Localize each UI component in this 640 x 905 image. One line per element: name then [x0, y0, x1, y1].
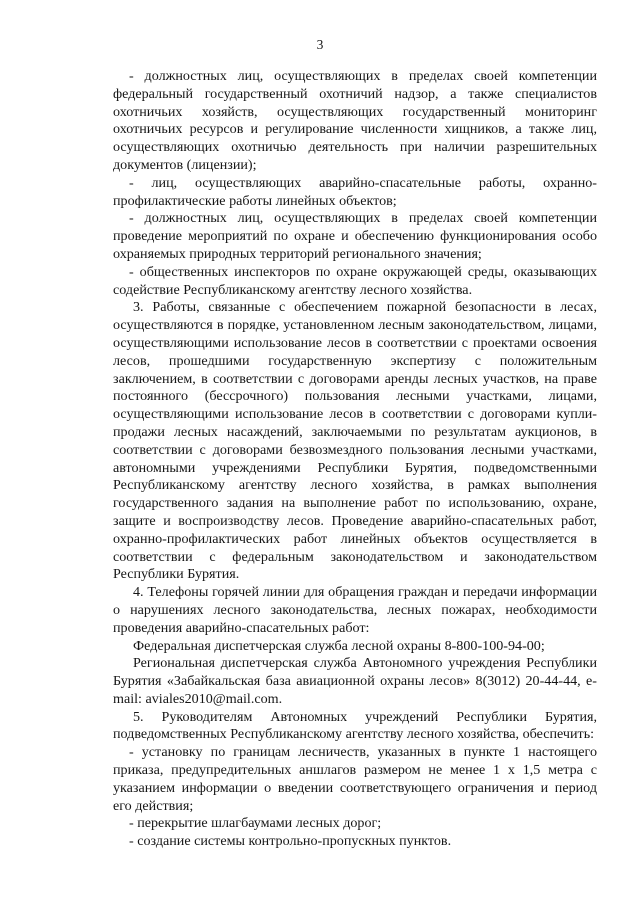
paragraph-protected-areas-officials: - должностных лиц, осуществляющих в пределах своей компетенции проведение мероприятий по охране и обеспечению функционирования особо охраняемых природных территорий регионального значения; — [113, 210, 597, 262]
paragraph-item-5: 5. Руководителям Автономных учреждений Республики Бурятия, подведомственных Республиканскому агентству лесного хозяйства, обеспечить: — [113, 708, 597, 743]
paragraph-public-inspectors: - общественных инспекторов по охране окружающей среды, оказывающих содействие Республиканскому агентству лесного хозяйства. — [113, 263, 597, 298]
paragraph-barriers: - перекрытие шлагбаумами лесных дорог; — [129, 815, 382, 832]
paragraph-item-3: 3. Работы, связанные с обеспечением пожарной безопасности в лесах, осуществляются в порядке, установленном лесным законодательством, лицами, осуществляющими использование лесов в соответствии с проектами освоения лесов, прошедшими государственную экспертизу с положительным заключением, в соответствии с договорами аренды лесных участков, на праве постоянного (бессрочного) пользования лесными участками, лицами, осуществляющими использование лесов в соответствии с договорами купли-продажи лесных насаждений, заключаемыми по результатам аукционов, в соответствии с договорами безвозмездного пользования лесными участками, автономными учреждениями Республики Бурятия, подведомственными Республиканскому агентству лесного хозяйства, в рамках выполнения государственного задания на выполнение работ по использованию, охране, защите и воспроизводству лесов. Проведение аварийно-спасательных работ, охранно-профилактических работ линейных объектов осуществляется в соответствии с федеральным законодательством и законодательством Республики Бурятия. — [113, 299, 597, 583]
document-body — [113, 68, 597, 851]
paragraph-rescue-workers: - лиц, осуществляющих аварийно-спасательные работы, охранно-профилактические работы линейных объектов; — [113, 174, 597, 209]
page-number: 3 — [316, 37, 324, 52]
paragraph-checkpoints: - создание системы контрольно-пропускных пунктов. — [129, 833, 452, 850]
paragraph-item-4: 4. Телефоны горячей линии для обращения граждан и передачи информации о нарушениях лесного законодательства, лесных пожарах, необходимости проведения аварийно-спасательных работ: — [113, 584, 597, 636]
paragraph-regional-dispatch: Региональная диспетчерская служба Автономного учреждения Республики Бурятия «Забайкальская база авиационной охраны лесов» 8(3012) 20-44-44, e-mail: aviales2010@mail.com. — [113, 655, 597, 707]
paragraph-federal-dispatch: Федеральная диспетчерская служба лесной охраны 8-800-100-94-00; — [133, 637, 545, 654]
paragraph-warning-signs: - установку по границам лесничеств, указанных в пункте 1 настоящего приказа, предупредительных аншлагов размером не менее 1 х 1,5 метра с указанием информации о введении соответствующего ограничения и период его действия; — [113, 744, 597, 814]
paragraph-hunting-officials: - должностных лиц, осуществляющих в пределах своей компетенции федеральный государственный охотничий надзор, а также специалистов охотничьих хозяйств, осуществляющих государственный мониторинг охотничьих ресурсов и регулирование численности хищников, а также лиц, осуществляющих охотничью деятельность при наличии разрешительных документов (лицензии); — [113, 68, 597, 173]
